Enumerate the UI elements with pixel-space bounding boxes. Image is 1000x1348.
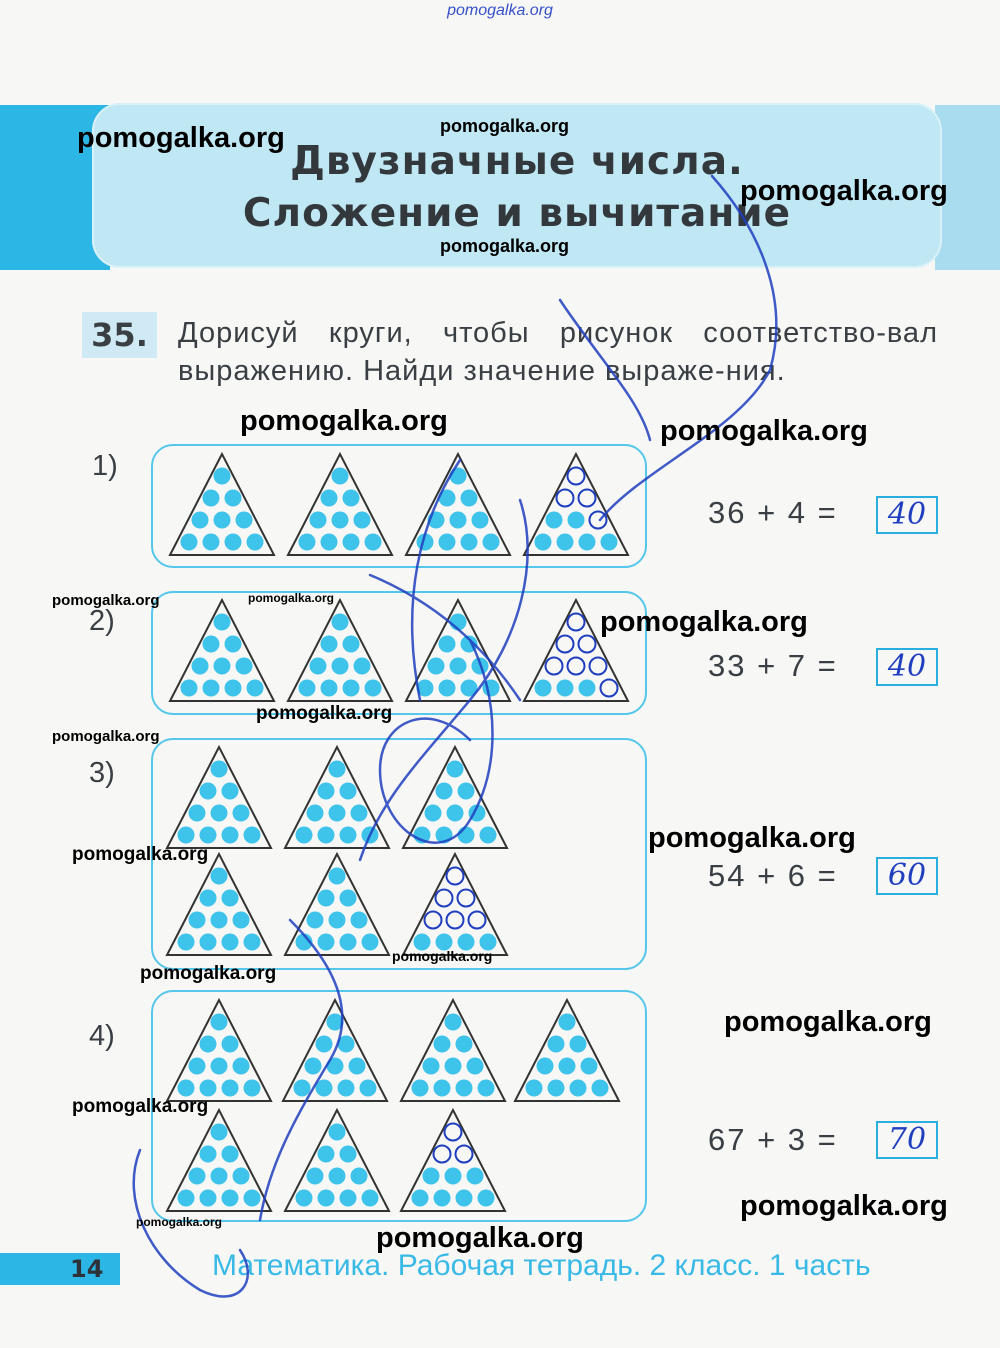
watermark: pomogalka.org (140, 963, 277, 984)
printed-dot (327, 1014, 344, 1031)
printed-dot (211, 1124, 228, 1141)
drawn-circle (568, 468, 585, 485)
expression-1: 36 + 4 = (708, 495, 838, 530)
printed-dot (321, 636, 338, 653)
dot-triangle (283, 1108, 391, 1213)
row-label-2: 2) (89, 605, 115, 637)
printed-dot (483, 534, 500, 551)
dot-triangle (283, 745, 391, 850)
printed-dot (351, 912, 368, 929)
printed-dot (450, 658, 467, 675)
drawn-circle (546, 658, 563, 675)
printed-dot (294, 1080, 311, 1097)
printed-dot (299, 534, 316, 551)
printed-dot (354, 658, 371, 675)
printed-dot (365, 680, 382, 697)
printed-dot (211, 912, 228, 929)
printed-dot (181, 680, 198, 697)
printed-dot (318, 934, 335, 951)
answer-box-3[interactable]: 60 (876, 857, 938, 895)
drawn-circle (469, 912, 486, 929)
drawn-circle (590, 658, 607, 675)
watermark: pomogalka.org (52, 592, 160, 609)
task-number: 35. (82, 312, 157, 358)
printed-dot (329, 1124, 346, 1141)
printed-dot (211, 761, 228, 778)
printed-dot (329, 868, 346, 885)
printed-dot (340, 1146, 357, 1163)
printed-dot (225, 680, 242, 697)
printed-dot (222, 783, 239, 800)
printed-dot (327, 1058, 344, 1075)
watermark: pomogalka.org (256, 703, 393, 724)
printed-dot (445, 1014, 462, 1031)
printed-dot (548, 1036, 565, 1053)
printed-dot (340, 890, 357, 907)
printed-dot (467, 1168, 484, 1185)
printed-dot (332, 658, 349, 675)
printed-dot (247, 534, 264, 551)
printed-dot (244, 934, 261, 951)
dot-triangle (168, 452, 276, 557)
printed-dot (225, 636, 242, 653)
printed-dot (478, 1190, 495, 1207)
printed-dot (450, 614, 467, 631)
printed-dot (365, 534, 382, 551)
printed-dot (338, 1080, 355, 1097)
printed-dot (296, 827, 313, 844)
watermark: pomogalka.org (72, 1096, 209, 1117)
dot-triangle (165, 1108, 273, 1213)
printed-dot (340, 934, 357, 951)
printed-dot (329, 912, 346, 929)
printed-dot (214, 658, 231, 675)
printed-dot (318, 890, 335, 907)
printed-dot (592, 1080, 609, 1097)
printed-dot (579, 534, 596, 551)
printed-dot (233, 1058, 250, 1075)
printed-dot (318, 1190, 335, 1207)
drawn-circle (601, 680, 618, 697)
printed-dot (546, 512, 563, 529)
printed-dot (351, 805, 368, 822)
row-label-4: 4) (89, 1020, 115, 1052)
printed-dot (537, 1058, 554, 1075)
printed-dot (310, 512, 327, 529)
printed-dot (321, 490, 338, 507)
printed-dot (417, 534, 434, 551)
printed-dot (557, 534, 574, 551)
site-header-link[interactable]: pomogalka.org (447, 2, 553, 19)
printed-dot (200, 934, 217, 951)
drawn-circle (445, 1124, 462, 1141)
printed-dot (329, 1168, 346, 1185)
printed-dot (414, 827, 431, 844)
printed-dot (423, 1168, 440, 1185)
printed-dot (233, 912, 250, 929)
printed-dot (557, 680, 574, 697)
printed-dot (456, 1080, 473, 1097)
printed-dot (343, 490, 360, 507)
printed-dot (439, 490, 456, 507)
printed-dot (222, 1036, 239, 1053)
drawn-circle (458, 890, 475, 907)
printed-dot (200, 890, 217, 907)
printed-dot (316, 1080, 333, 1097)
expression-2: 33 + 7 = (708, 648, 838, 683)
printed-dot (200, 1190, 217, 1207)
printed-dot (214, 614, 231, 631)
printed-dot (480, 827, 497, 844)
printed-dot (192, 512, 209, 529)
printed-dot (318, 783, 335, 800)
drawn-circle (568, 658, 585, 675)
printed-dot (192, 658, 209, 675)
page-number: 14 (70, 1255, 104, 1283)
printed-dot (412, 1190, 429, 1207)
printed-dot (305, 1058, 322, 1075)
watermark: pomogalka.org (376, 1222, 584, 1254)
dot-triangle (404, 598, 512, 703)
printed-dot (526, 1080, 543, 1097)
printed-dot (244, 1080, 261, 1097)
watermark: pomogalka.org (660, 415, 868, 447)
printed-dot (247, 680, 264, 697)
drawn-circle (557, 636, 574, 653)
printed-dot (222, 934, 239, 951)
printed-dot (296, 934, 313, 951)
printed-dot (225, 490, 242, 507)
watermark: pomogalka.org (440, 116, 570, 136)
printed-dot (472, 658, 489, 675)
watermark: pomogalka.org (248, 591, 335, 605)
printed-dot (445, 1168, 462, 1185)
printed-dot (461, 636, 478, 653)
dot-triangle (165, 998, 273, 1103)
printed-dot (362, 1190, 379, 1207)
expression-3: 54 + 6 = (708, 858, 838, 893)
printed-dot (340, 1190, 357, 1207)
dot-triangle (168, 598, 276, 703)
printed-dot (340, 783, 357, 800)
watermark: pomogalka.org (724, 1006, 932, 1038)
printed-dot (434, 1036, 451, 1053)
printed-dot (581, 1058, 598, 1075)
printed-dot (447, 761, 464, 778)
watermark: pomogalka.org (136, 1215, 223, 1229)
printed-dot (349, 1058, 366, 1075)
printed-dot (434, 1190, 451, 1207)
printed-dot (601, 534, 618, 551)
printed-dot (579, 680, 596, 697)
watermark: pomogalka.org (648, 822, 856, 854)
printed-dot (354, 512, 371, 529)
printed-dot (362, 827, 379, 844)
printed-dot (447, 805, 464, 822)
printed-dot (343, 680, 360, 697)
drawn-circle (568, 614, 585, 631)
printed-dot (178, 934, 195, 951)
printed-dot (222, 1190, 239, 1207)
printed-dot (214, 468, 231, 485)
printed-dot (200, 827, 217, 844)
printed-dot (535, 534, 552, 551)
printed-dot (222, 1146, 239, 1163)
footer-book-title: Математика. Рабочая тетрадь. 2 класс. 1 часть (212, 1249, 871, 1282)
dot-triangle (401, 745, 509, 850)
watermark: pomogalka.org (240, 405, 448, 437)
printed-dot (321, 534, 338, 551)
printed-dot (203, 490, 220, 507)
watermark: pomogalka.org (392, 948, 493, 964)
dot-triangle (165, 852, 273, 957)
section-title-line1: Двузначные числа. (290, 139, 744, 184)
watermark: pomogalka.org (52, 728, 160, 745)
watermark: pomogalka.org (740, 175, 948, 207)
printed-dot (321, 680, 338, 697)
watermark: pomogalka.org (740, 1190, 948, 1222)
printed-dot (570, 1080, 587, 1097)
printed-dot (428, 658, 445, 675)
printed-dot (244, 1190, 261, 1207)
printed-dot (211, 1168, 228, 1185)
printed-dot (203, 680, 220, 697)
printed-dot (559, 1058, 576, 1075)
printed-dot (351, 1168, 368, 1185)
row-label-3: 3) (89, 757, 115, 789)
printed-dot (211, 1058, 228, 1075)
printed-dot (200, 1080, 217, 1097)
printed-dot (296, 1190, 313, 1207)
printed-dot (436, 783, 453, 800)
dot-triangle (286, 598, 394, 703)
printed-dot (450, 512, 467, 529)
dot-triangle (399, 998, 507, 1103)
printed-dot (478, 1080, 495, 1097)
task-text: Дорисуй круги, чтобы рисунок соответство-вал выражению. Найди значение выраже-ния. (178, 317, 938, 387)
dot-triangle (404, 452, 512, 557)
printed-dot (316, 1036, 333, 1053)
printed-dot (332, 512, 349, 529)
printed-dot (236, 512, 253, 529)
printed-dot (445, 1058, 462, 1075)
printed-dot (200, 783, 217, 800)
printed-dot (338, 1036, 355, 1053)
printed-dot (189, 1058, 206, 1075)
printed-dot (307, 912, 324, 929)
printed-dot (417, 680, 434, 697)
printed-dot (225, 534, 242, 551)
printed-dot (233, 805, 250, 822)
printed-dot (211, 805, 228, 822)
printed-dot (233, 1168, 250, 1185)
printed-dot (299, 680, 316, 697)
drawn-circle (557, 490, 574, 507)
printed-dot (439, 636, 456, 653)
printed-dot (307, 1168, 324, 1185)
printed-dot (469, 805, 486, 822)
printed-dot (318, 1146, 335, 1163)
printed-dot (434, 1080, 451, 1097)
printed-dot (332, 614, 349, 631)
printed-dot (343, 636, 360, 653)
dot-triangle (283, 852, 391, 957)
printed-dot (461, 680, 478, 697)
dot-triangle (513, 998, 621, 1103)
drawn-circle (579, 490, 596, 507)
drawn-circle (456, 1146, 473, 1163)
printed-dot (203, 534, 220, 551)
printed-dot (181, 534, 198, 551)
printed-dot (535, 680, 552, 697)
printed-dot (343, 534, 360, 551)
printed-dot (570, 1036, 587, 1053)
printed-dot (178, 827, 195, 844)
drawn-circle (434, 1146, 451, 1163)
drawn-circle (436, 890, 453, 907)
dot-triangle (522, 452, 630, 557)
printed-dot (200, 1146, 217, 1163)
printed-dot (178, 1190, 195, 1207)
printed-dot (329, 761, 346, 778)
dot-triangle (399, 1108, 507, 1213)
printed-dot (329, 805, 346, 822)
watermark: pomogalka.org (77, 122, 285, 154)
printed-dot (458, 827, 475, 844)
printed-dot (425, 805, 442, 822)
printed-dot (318, 827, 335, 844)
printed-dot (458, 783, 475, 800)
drawn-circle (447, 912, 464, 929)
printed-dot (244, 827, 261, 844)
printed-dot (483, 680, 500, 697)
printed-dot (189, 805, 206, 822)
printed-dot (310, 658, 327, 675)
drawn-circle (447, 868, 464, 885)
printed-dot (307, 805, 324, 822)
watermark: pomogalka.org (440, 236, 570, 256)
watermark: pomogalka.org (600, 606, 808, 638)
printed-dot (222, 1080, 239, 1097)
printed-dot (467, 1058, 484, 1075)
dot-triangle (165, 745, 273, 850)
printed-dot (428, 512, 445, 529)
answer-box-2[interactable]: 40 (876, 648, 938, 686)
printed-dot (568, 512, 585, 529)
printed-dot (340, 827, 357, 844)
drawn-circle (590, 512, 607, 529)
drawn-circle (425, 912, 442, 929)
printed-dot (189, 912, 206, 929)
printed-dot (200, 1036, 217, 1053)
printed-dot (211, 1014, 228, 1031)
section-title-line2: Сложение и вычитание (242, 191, 792, 236)
printed-dot (332, 468, 349, 485)
watermark: pomogalka.org (72, 844, 209, 865)
printed-dot (178, 1080, 195, 1097)
printed-dot (423, 1058, 440, 1075)
printed-dot (214, 512, 231, 529)
answer-box-1[interactable]: 40 (876, 496, 938, 534)
row-label-1: 1) (92, 450, 118, 482)
printed-dot (362, 934, 379, 951)
dot-triangle (281, 998, 389, 1103)
printed-dot (222, 827, 239, 844)
printed-dot (450, 468, 467, 485)
printed-dot (360, 1080, 377, 1097)
printed-dot (472, 512, 489, 529)
printed-dot (436, 827, 453, 844)
expression-4: 67 + 3 = (708, 1122, 838, 1157)
dot-triangle (401, 852, 509, 957)
printed-dot (203, 636, 220, 653)
answer-box-4[interactable]: 70 (876, 1121, 938, 1159)
printed-dot (236, 658, 253, 675)
printed-dot (456, 1036, 473, 1053)
printed-dot (189, 1168, 206, 1185)
printed-dot (461, 490, 478, 507)
printed-dot (211, 868, 228, 885)
printed-dot (559, 1014, 576, 1031)
drawn-circle (579, 636, 596, 653)
printed-dot (456, 1190, 473, 1207)
dot-triangle (286, 452, 394, 557)
printed-dot (439, 534, 456, 551)
printed-dot (439, 680, 456, 697)
printed-dot (548, 1080, 565, 1097)
printed-dot (222, 890, 239, 907)
printed-dot (461, 534, 478, 551)
printed-dot (412, 1080, 429, 1097)
